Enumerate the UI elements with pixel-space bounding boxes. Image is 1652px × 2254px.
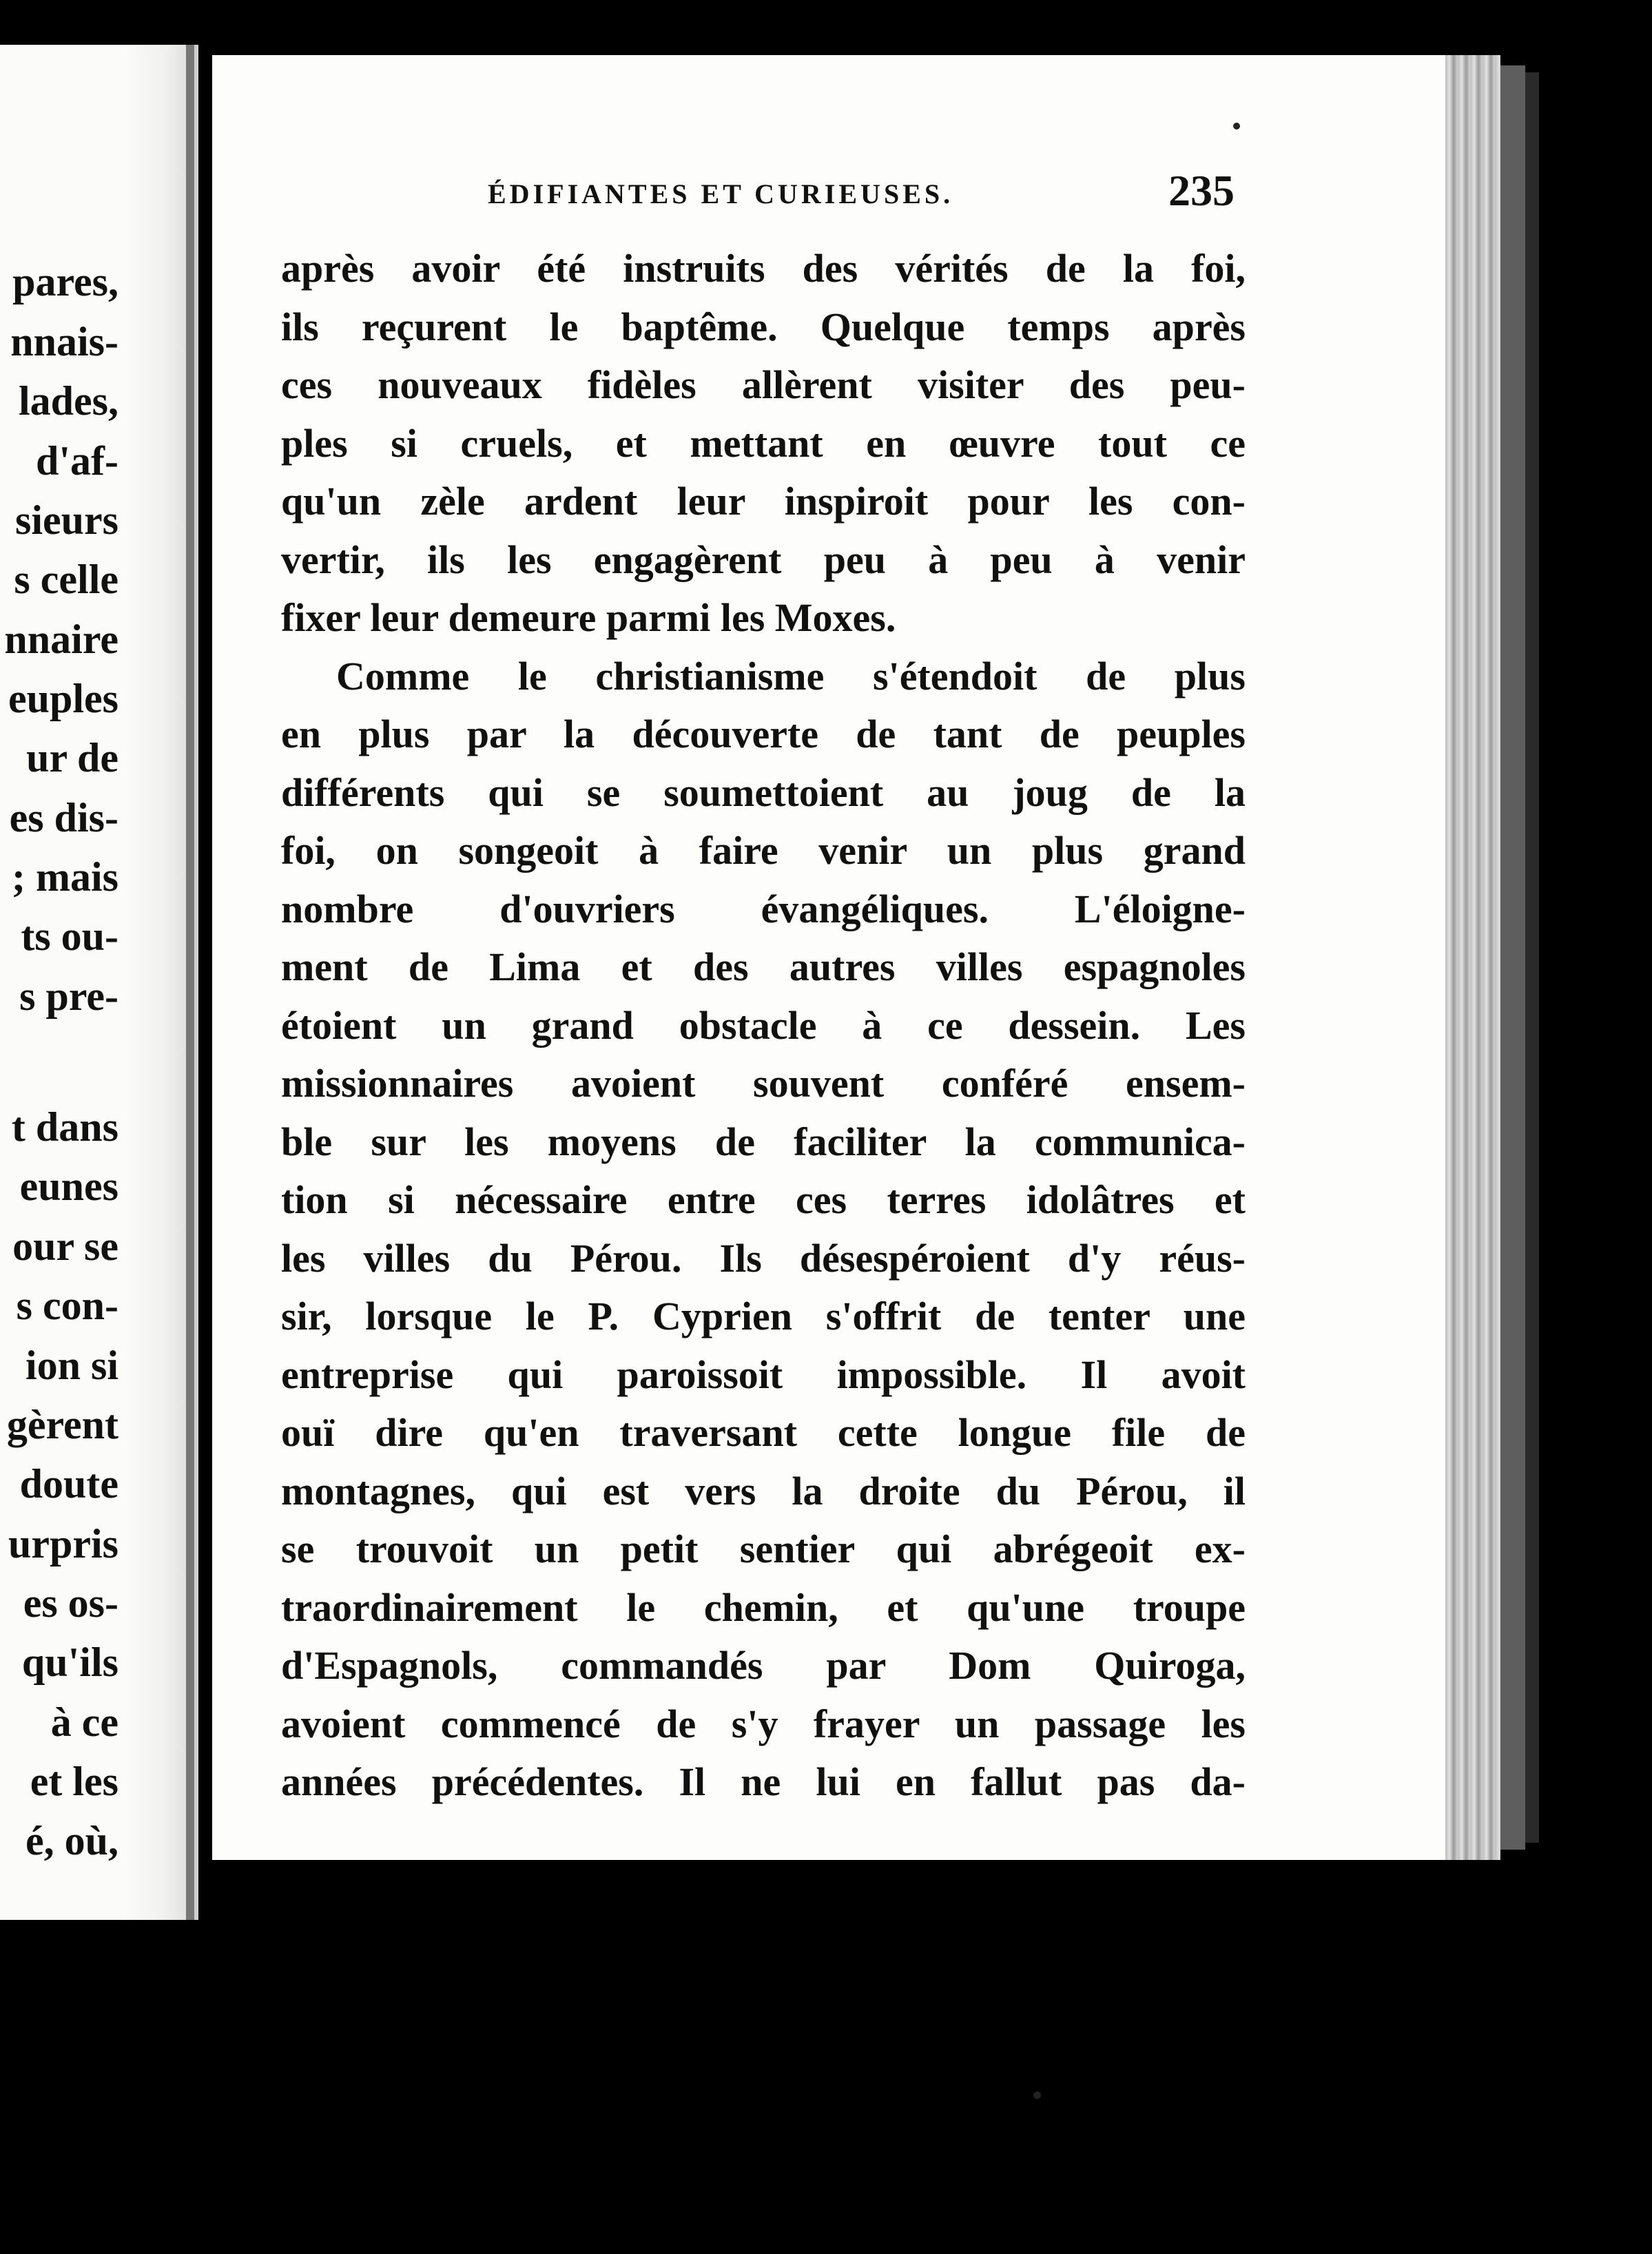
- text-line: qu'un zèle ardent leur inspiroit pour les con-: [281, 479, 1246, 524]
- text-line: ment de Lima et des autres villes espagnoles: [281, 944, 1246, 989]
- text-line: Comme le christianisme s'étendoit de plus: [336, 653, 1246, 699]
- left-line: pares,: [12, 259, 118, 304]
- left-line: euples: [8, 676, 118, 721]
- scan-speck: [1233, 123, 1240, 130]
- left-line: doute: [19, 1461, 118, 1507]
- text-line: ouï dire qu'en traversant cette longue file de: [281, 1410, 1246, 1455]
- page-number: 235: [1168, 166, 1235, 215]
- text-line: après avoir été instruits des vérités de la foi,: [281, 246, 1246, 291]
- text-line: les villes du Pérou. Ils désespéroient d'y réus-: [281, 1235, 1246, 1281]
- text-line: sir, lorsque le P. Cyprien s'offrit de tenter une: [281, 1294, 1246, 1338]
- left-line: ion si: [25, 1343, 118, 1388]
- left-line: et les: [30, 1759, 118, 1804]
- left-facing-page: [0, 45, 198, 1920]
- body-text: [281, 240, 1246, 1812]
- left-line: gèrent: [6, 1402, 118, 1447]
- text-line: ils reçurent le baptême. Quelque temps après: [281, 304, 1246, 349]
- text-line: fixer leur demeure parmi les Moxes.: [281, 595, 896, 640]
- left-line: nnaire: [4, 617, 118, 662]
- page-stack-edge: [1445, 55, 1500, 1860]
- book-cover-edge: [1500, 65, 1525, 1850]
- text-line: missionnaires avoient souvent conféré ensem-: [281, 1061, 1246, 1106]
- text-line: nombre d'ouvriers évangéliques. L'éloigne-: [281, 886, 1246, 931]
- left-line: qu'ils: [21, 1640, 118, 1685]
- left-line: ts ou-: [21, 913, 118, 959]
- left-line: à ce: [50, 1699, 118, 1745]
- text-line: années précédentes. Il ne lui en fallut pas da-: [281, 1759, 1246, 1804]
- left-line: our se: [12, 1223, 118, 1269]
- left-line: ur de: [26, 735, 118, 780]
- left-line: t dans: [11, 1104, 118, 1150]
- left-line: d'af-: [36, 438, 118, 484]
- running-head: ÉDIFIANTES ET CURIEUSES.: [488, 178, 954, 209]
- left-line: s con-: [16, 1283, 118, 1328]
- text-line: ples si cruels, et mettant en œuvre tout ce: [281, 420, 1246, 466]
- text-line: tion si nécessaire entre ces terres idolâtres et: [281, 1177, 1246, 1222]
- text-line: avoient commencé de s'y frayer un passage les: [281, 1701, 1246, 1746]
- scan-speck: [1033, 2091, 1041, 2099]
- text-line: traordinairement le chemin, et qu'une troupe: [281, 1584, 1246, 1630]
- text-line: vertir, ils les engagèrent peu à peu à venir: [281, 537, 1246, 582]
- left-line: nnais-: [10, 319, 118, 364]
- book-cover-outer-edge: [1525, 72, 1539, 1843]
- left-line: es os-: [23, 1580, 118, 1626]
- text-line: différents qui se soumettoient au joug de la: [281, 769, 1246, 815]
- text-line: en plus par la découverte de tant de peuples: [281, 712, 1246, 756]
- left-line: lades,: [18, 378, 118, 424]
- left-page-gutter: [125, 45, 194, 1920]
- text-line: foi, on songeoit à faire venir un plus grand: [281, 828, 1246, 873]
- left-line: s pre-: [19, 973, 118, 1019]
- text-line: montagnes, qui est vers la droite du Pérou, il: [281, 1468, 1246, 1513]
- left-page-gutter-shadow: [186, 45, 194, 1920]
- left-line: es dis-: [9, 795, 118, 840]
- left-line: eunes: [19, 1164, 118, 1209]
- left-line: s celle: [14, 557, 118, 602]
- text-line: se trouvoit un petit sentier qui abrégeoit ex-: [281, 1527, 1246, 1571]
- text-line: ces nouveaux fidèles allèrent visiter des peu-: [281, 362, 1246, 407]
- text-line: ble sur les moyens de faciliter la communica-: [281, 1119, 1246, 1164]
- left-line: urpris: [8, 1521, 118, 1567]
- left-line: sieurs: [15, 497, 118, 543]
- text-line: d'Espagnols, commandés par Dom Quiroga,: [281, 1643, 1246, 1688]
- text-line: étoient un grand obstacle à ce dessein. Les: [281, 1002, 1246, 1048]
- left-line: ; mais: [12, 854, 118, 900]
- left-line: é, où,: [25, 1818, 118, 1863]
- text-line: entreprise qui paroissoit impossible. Il avoit: [281, 1352, 1246, 1397]
